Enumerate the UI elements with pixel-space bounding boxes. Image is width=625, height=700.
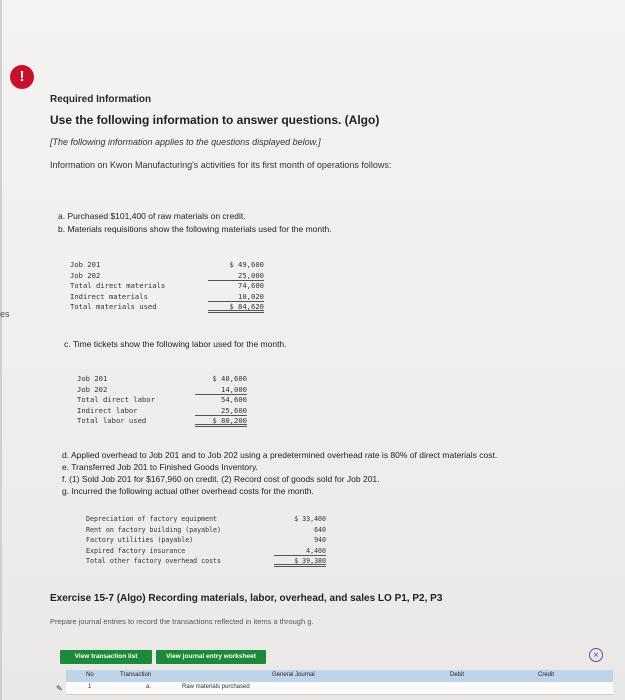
- row-value: 940: [314, 536, 326, 544]
- table-row: [86, 546, 326, 557]
- item-d: d. Applied overhead to Job 201 and to Job 202 using a predetermined overhead rate is 80% of direct materials cost.: [62, 450, 498, 460]
- row-label: Indirect labor: [77, 405, 138, 415]
- table-row: [77, 385, 247, 396]
- table-row: [86, 525, 326, 536]
- pencil-icon[interactable]: ✎: [56, 684, 63, 693]
- table-row: [70, 302, 264, 313]
- table-row: [77, 406, 247, 417]
- header-transaction: Transaction: [120, 672, 152, 678]
- row-value: 640: [314, 525, 326, 534]
- table-row[interactable]: [66, 682, 613, 695]
- row-label: Job 201: [77, 374, 108, 383]
- header-debit: Debit: [450, 672, 465, 678]
- row-label: Job 201: [70, 260, 101, 269]
- row-label: Total labor used: [77, 416, 147, 425]
- row-value: 4,400: [274, 546, 326, 557]
- window-edge: [0, 0, 2, 700]
- view-transaction-list-button[interactable]: View transaction list: [60, 650, 152, 664]
- row-label: Factory utilities (payable): [86, 536, 194, 544]
- exercise-title: Exercise 15-7 (Algo) Recording materials, labor, overhead, and sales LO P1, P2, P3: [50, 593, 443, 604]
- row-value: $ 39,380: [274, 556, 326, 567]
- item-g: g. Incurred the following actual other overhead costs for the month.: [62, 486, 314, 496]
- row-account[interactable]: Raw materials purchased: [182, 684, 250, 690]
- row-value: $ 80,200: [195, 416, 247, 427]
- view-journal-worksheet-button[interactable]: View journal entry worksheet: [156, 650, 266, 664]
- table-row: [70, 260, 264, 271]
- header-credit: Credit: [538, 672, 555, 678]
- alert-icon: !: [10, 65, 34, 89]
- overhead-table: [86, 514, 326, 567]
- row-value: $ 49,600: [229, 260, 264, 269]
- journal-table-header: [66, 670, 613, 682]
- row-value: $ 40,600: [212, 374, 247, 383]
- table-row: [70, 281, 264, 292]
- required-information-title: Required Information: [50, 94, 152, 105]
- materials-table: [70, 260, 264, 313]
- row-value: 25,600: [195, 406, 247, 417]
- item-a: a. Purchased $101,400 of raw materials on credit.: [58, 211, 246, 221]
- table-row: [86, 556, 326, 567]
- item-b: b. Materials requisitions show the following materials used for the month.: [58, 224, 332, 234]
- row-value: $ 33,400: [294, 515, 326, 523]
- side-margin-text: es: [0, 309, 10, 319]
- row-value: $ 84,620: [208, 302, 264, 313]
- row-value: 14,000: [195, 385, 247, 396]
- row-value: 10,020: [208, 292, 264, 303]
- item-e: e. Transferred Job 201 to Finished Goods Inventory.: [62, 462, 258, 472]
- row-no: 1: [88, 684, 92, 690]
- labor-table: [77, 374, 247, 427]
- row-value: 54,600: [221, 395, 247, 404]
- close-icon[interactable]: ×: [589, 648, 603, 662]
- item-c: c. Time tickets show the following labor used for the month.: [64, 339, 287, 349]
- row-label: Indirect materials: [70, 291, 148, 301]
- row-transaction: a.: [146, 684, 152, 690]
- row-label: Expired factory insurance: [86, 546, 186, 555]
- row-value: 74,600: [238, 281, 264, 290]
- row-label: Total direct labor: [77, 395, 155, 404]
- table-row: [86, 514, 326, 525]
- prepare-instruction: Prepare journal entries to record the transactions reflected in items a through g.: [50, 617, 314, 626]
- row-label: Rent on factory building (payable): [86, 525, 221, 534]
- row-label: Job 202: [70, 270, 101, 280]
- row-label: Total materials used: [70, 302, 157, 311]
- header-general-journal: General Journal: [272, 672, 315, 678]
- table-row: [77, 374, 247, 385]
- table-row: [70, 271, 264, 282]
- page-heading: Use the following information to answer questions. (Algo): [50, 113, 380, 127]
- row-value: 25,000: [208, 271, 264, 282]
- item-f: f. (1) Sold Job 201 for $167,960 on credit. (2) Record cost of goods sold for Job 201.: [62, 474, 380, 484]
- instruction-note: [The following information applies to the questions displayed below.]: [50, 137, 321, 147]
- row-label: Job 202: [77, 384, 108, 394]
- table-row: [70, 292, 264, 303]
- header-no: No: [86, 672, 94, 678]
- table-row: [86, 535, 326, 546]
- intro-text: Information on Kwon Manufacturing's activities for its first month of operations follows:: [50, 160, 392, 170]
- row-label: Depreciation of factory equipment: [86, 515, 218, 523]
- table-row: [77, 395, 247, 406]
- row-label: Total other factory overhead costs: [86, 557, 221, 565]
- row-label: Total direct materials: [70, 281, 166, 290]
- table-row: [77, 416, 247, 427]
